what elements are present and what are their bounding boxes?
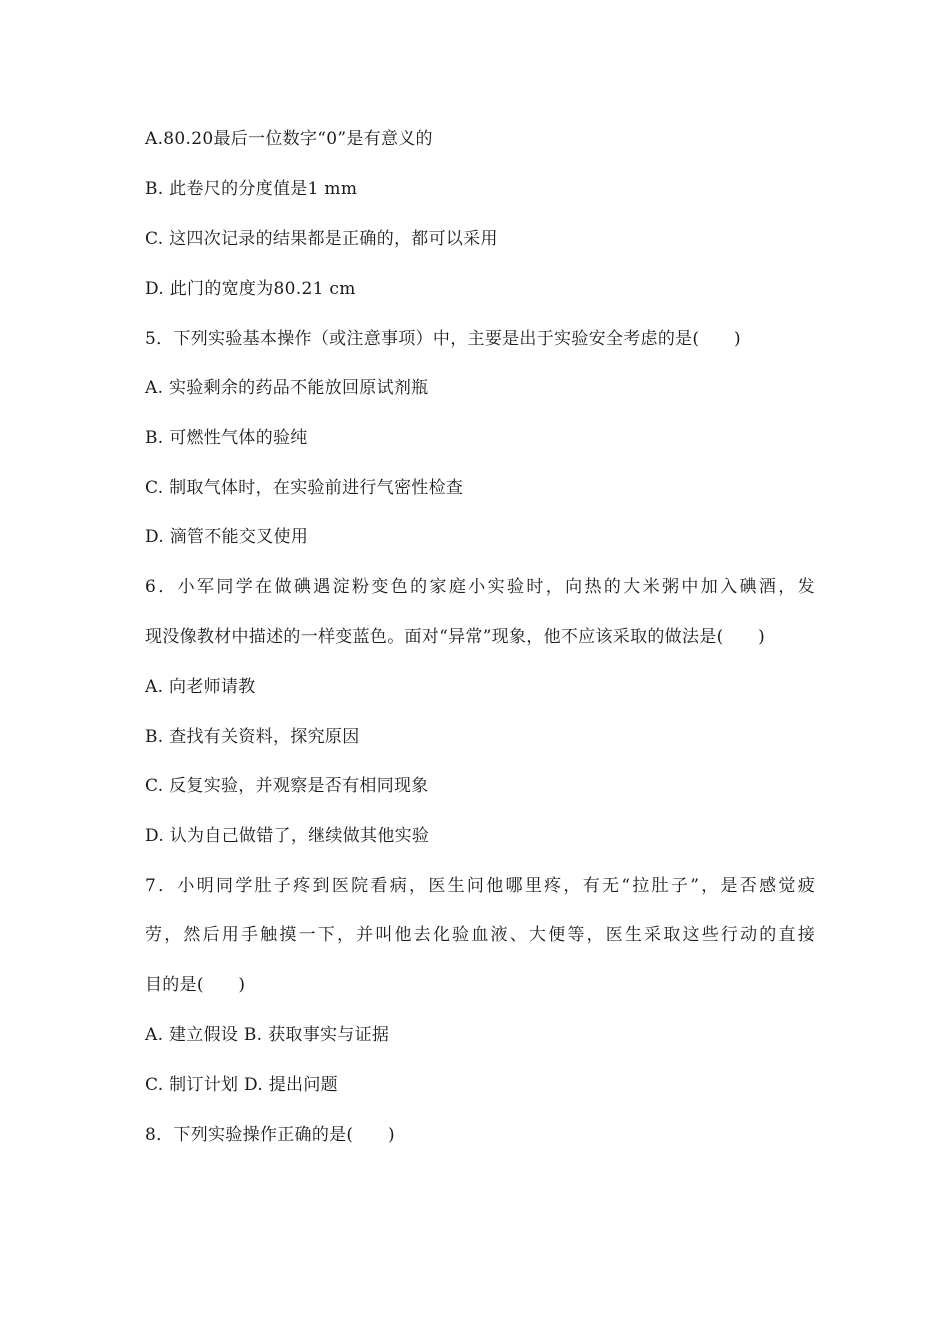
q6-stem-line-2: 现没像教材中描述的一样变蓝色。面对“异常”现象，他不应该采取的做法是( ) [145, 627, 766, 647]
q5-option-c: C. 制取气体时，在实验前进行气密性检查 [145, 478, 464, 498]
q6-stem-line-1: 6．小军同学在做碘遇淀粉变色的家庭小实验时，向热的大米粥中加入碘酒，发 [145, 577, 815, 597]
q4-option-a: A.80.20最后一位数字“0”是有意义的 [145, 129, 433, 149]
q5-stem: 5．下列实验基本操作（或注意事项）中，主要是出于实验安全考虑的是( ) [145, 329, 741, 349]
q5-option-d: D. 滴管不能交叉使用 [145, 527, 309, 547]
q5-option-b: B. 可燃性气体的验纯 [145, 428, 308, 448]
q7-options-ab: A. 建立假设 B. 获取事实与证据 [145, 1025, 390, 1045]
q4-option-b: B. 此卷尺的分度值是1 mm [145, 179, 358, 199]
q7-stem-line-1: 7．小明同学肚子疼到医院看病，医生问他哪里疼，有无“拉肚子”，是否感觉疲 [145, 876, 815, 896]
q5-option-a: A. 实验剩余的药品不能放回原试剂瓶 [145, 378, 429, 398]
q7-stem-line-2: 劳，然后用手触摸一下，并叫他去化验血液、大便等，医生采取这些行动的直接 [145, 925, 815, 945]
q4-option-d: D. 此门的宽度为80.21 cm [145, 279, 356, 299]
q8-stem: 8．下列实验操作正确的是( ) [145, 1125, 395, 1145]
q7-options-cd: C. 制订计划 D. 提出问题 [145, 1075, 338, 1095]
q7-stem-line-3: 目的是( ) [145, 975, 246, 995]
q6-option-c: C. 反复实验，并观察是否有相同现象 [145, 776, 429, 796]
q6-option-a: A. 向老师请教 [145, 677, 256, 697]
q6-option-d: D. 认为自己做错了，继续做其他实验 [145, 826, 430, 846]
q6-option-b: B. 查找有关资料，探究原因 [145, 727, 360, 747]
q4-option-c: C. 这四次记录的结果都是正确的，都可以采用 [145, 229, 498, 249]
